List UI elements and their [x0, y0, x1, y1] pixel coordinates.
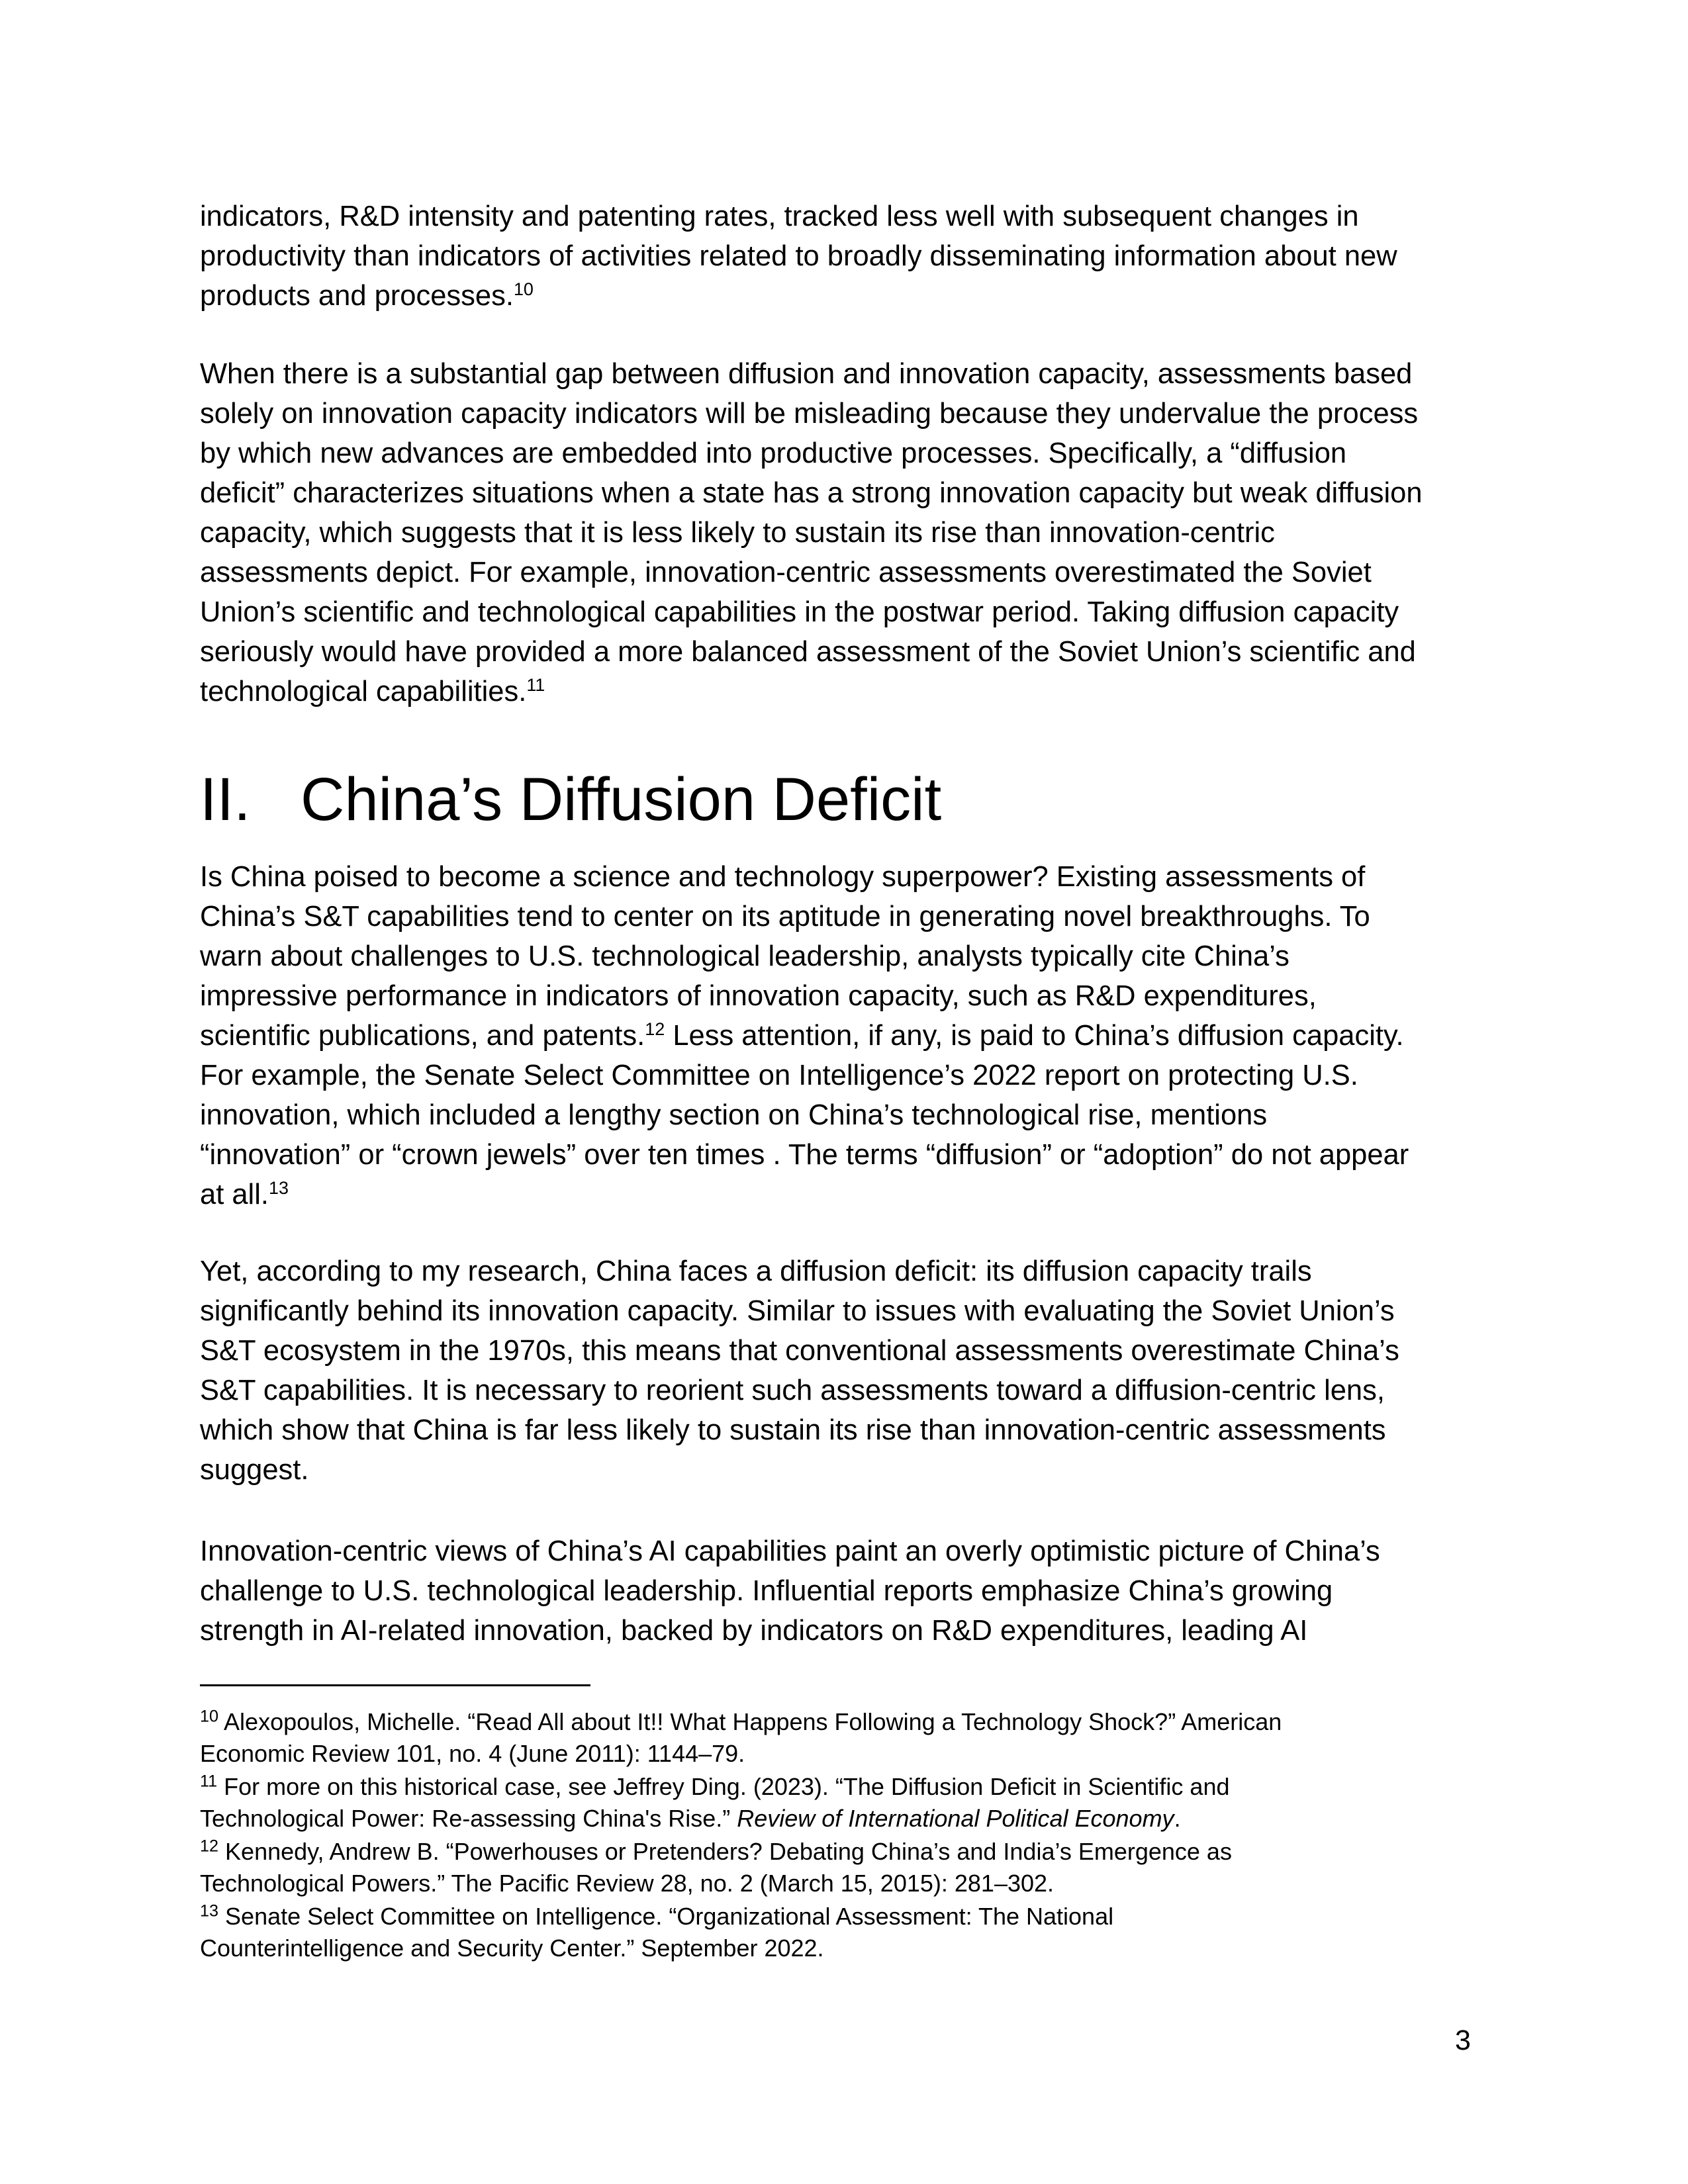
line-text: Is China poised to become a science and technology superpower? Existing assessments of	[200, 861, 1366, 893]
text-line	[200, 473, 1423, 513]
footnote-number: 12	[200, 1837, 219, 1856]
line-text: S&T capabilities. It is necessary to reorient such assessments toward a diffusion-centric lens,	[200, 1375, 1385, 1406]
journal-title: Review of International Political Economy	[737, 1805, 1174, 1832]
line-text: by which new advances are embedded into productive processes. Specifically, a “diffusion	[200, 437, 1347, 469]
line-text: at all.	[200, 1179, 269, 1210]
line-text: technological capabilities.	[200, 676, 527, 707]
text-line	[200, 1371, 1385, 1410]
footnote-text: Technological Power: Re-assessing China's Rise.”	[200, 1805, 737, 1832]
line-text: For example, the Senate Select Committee on Intelligence’s 2022 report on protecting U.S.	[200, 1060, 1358, 1091]
footnote-text: Economic Review 101, no. 4 (June 2011): 1144–79.	[200, 1740, 745, 1767]
line-text: products and processes.	[200, 280, 514, 312]
text-line	[200, 197, 1359, 236]
section-heading	[200, 760, 941, 839]
footnote-text: For more on this historical case, see Jeffrey Ding. (2023). “The Diffusion Deficit in Scientific and	[217, 1773, 1230, 1800]
text-line	[200, 236, 1397, 276]
line-text: scientific publications, and patents.	[200, 1020, 645, 1052]
text-line	[200, 1095, 1267, 1135]
line-text: strength in AI-related innovation, backed by indicators on R&D expenditures, leading AI	[200, 1615, 1308, 1647]
line-text: solely on innovation capacity indicators will be misleading because they undervalue the process	[200, 398, 1419, 430]
footnote-text: Alexopoulos, Michelle. “Read All about It!! What Happens Following a Technology Shock?” American	[218, 1708, 1282, 1735]
line-text: Yet, according to my research, China faces a diffusion deficit: its diffusion capacity trails	[200, 1255, 1312, 1287]
line-text: impressive performance in indicators of innovation capacity, such as R&D expenditures,	[200, 980, 1317, 1012]
text-line	[200, 1056, 1358, 1095]
text-line	[200, 513, 1275, 553]
footnote-text: Technological Powers.” The Pacific Review 28, no. 2 (March 15, 2015): 281–302.	[200, 1870, 1055, 1897]
text-line	[200, 354, 1412, 394]
line-text: Less attention, if any, is paid to China’s diffusion capacity.	[665, 1020, 1404, 1052]
line-text: deficit” characterizes situations when a state has a strong innovation capacity but weak diffusion	[200, 477, 1423, 509]
line-text: productivity than indicators of activities related to broadly disseminating information about new	[200, 240, 1397, 272]
text-line	[200, 433, 1346, 473]
section-number: II.	[200, 766, 251, 833]
line-text: assessments depict. For example, innovation-centric assessments overestimated the Soviet	[200, 557, 1372, 588]
line-text: S&T ecosystem in the 1970s, this means that conventional assessments overestimate China’s	[200, 1335, 1399, 1367]
footnote-text: .	[1174, 1805, 1181, 1832]
footnote-line	[200, 1933, 824, 1964]
footnote-separator	[200, 1684, 590, 1686]
line-text: suggest.	[200, 1454, 309, 1486]
text-line	[200, 976, 1317, 1016]
line-text: which show that China is far less likely to sustain its rise than innovation-centric assessments	[200, 1414, 1386, 1446]
text-line	[200, 897, 1370, 936]
line-text: warn about challenges to U.S. technological leadership, analysts typically cite China’s	[200, 940, 1289, 972]
line-text: Union’s scientific and technological capabilities in the postwar period. Taking diffusion capacity	[200, 596, 1399, 628]
line-text: significantly behind its innovation capacity. Similar to issues with evaluating the Soviet Union’s	[200, 1295, 1395, 1327]
footnote-number: 11	[200, 1772, 218, 1791]
line-text: capacity, which suggests that it is less likely to sustain its rise than innovation-centric	[200, 517, 1275, 549]
footnote-text: Counterintelligence and Security Center.” September 2022.	[200, 1934, 824, 1962]
footnote-line	[200, 1706, 1282, 1738]
text-line	[200, 1135, 1409, 1175]
footnote-text: Senate Select Committee on Intelligence. “Organizational Assessment: The National	[218, 1903, 1114, 1930]
text-line	[200, 1251, 1312, 1291]
text-line	[200, 592, 1399, 632]
line-text: innovation, which included a lengthy section on China’s technological rise, mentions	[200, 1099, 1268, 1131]
text-line	[200, 936, 1289, 976]
footnote-line	[200, 1836, 1232, 1868]
line-text: China’s S&T capabilities tend to center on its aptitude in generating novel breakthroughs. To	[200, 901, 1370, 933]
line-text: “innovation” or “crown jewels” over ten times . The terms “diffusion” or “adoption” do not appear	[200, 1139, 1409, 1171]
section-title: China’s Diffusion Deficit	[301, 766, 942, 833]
footnote-text: Kennedy, Andrew B. “Powerhouses or Pretenders? Debating China’s and India’s Emergence as	[218, 1838, 1232, 1865]
footnote-line	[200, 1901, 1113, 1933]
text-line	[200, 632, 1416, 672]
text-line	[200, 1531, 1380, 1571]
footnote-reference: 11	[526, 675, 545, 696]
text-line	[200, 1175, 289, 1214]
text-line	[200, 857, 1365, 897]
footnote-reference: 12	[645, 1019, 665, 1040]
line-text: challenge to U.S. technological leadership. Influential reports emphasize China’s growing	[200, 1575, 1333, 1607]
text-line	[200, 1611, 1307, 1651]
text-line	[200, 394, 1418, 433]
footnote-line	[200, 1868, 1054, 1899]
text-line	[200, 1291, 1395, 1331]
footnote-line	[200, 1738, 745, 1770]
line-text: When there is a substantial gap between diffusion and innovation capacity, assessments based	[200, 358, 1413, 390]
text-line	[200, 1450, 308, 1490]
footnote-reference: 13	[268, 1178, 289, 1199]
footnote-line	[200, 1771, 1230, 1803]
text-line	[200, 276, 534, 316]
page-number: 3	[1455, 2025, 1471, 2056]
line-text: indicators, R&D intensity and patenting rates, tracked less well with subsequent changes in	[200, 201, 1359, 232]
text-line	[200, 1331, 1399, 1371]
footnote-number: 10	[200, 1707, 219, 1726]
text-line	[200, 553, 1372, 592]
footnote-number: 13	[200, 1901, 219, 1921]
text-line	[200, 1016, 1404, 1056]
footnote-line	[200, 1803, 1181, 1835]
text-line	[200, 1410, 1386, 1450]
line-text: seriously would have provided a more balanced assessment of the Soviet Union’s scientific and	[200, 636, 1416, 668]
text-line	[200, 672, 545, 711]
text-line	[200, 1571, 1333, 1611]
footnote-reference: 10	[513, 279, 534, 300]
line-text: Innovation-centric views of China’s AI capabilities paint an overly optimistic picture of China’s	[200, 1535, 1380, 1567]
